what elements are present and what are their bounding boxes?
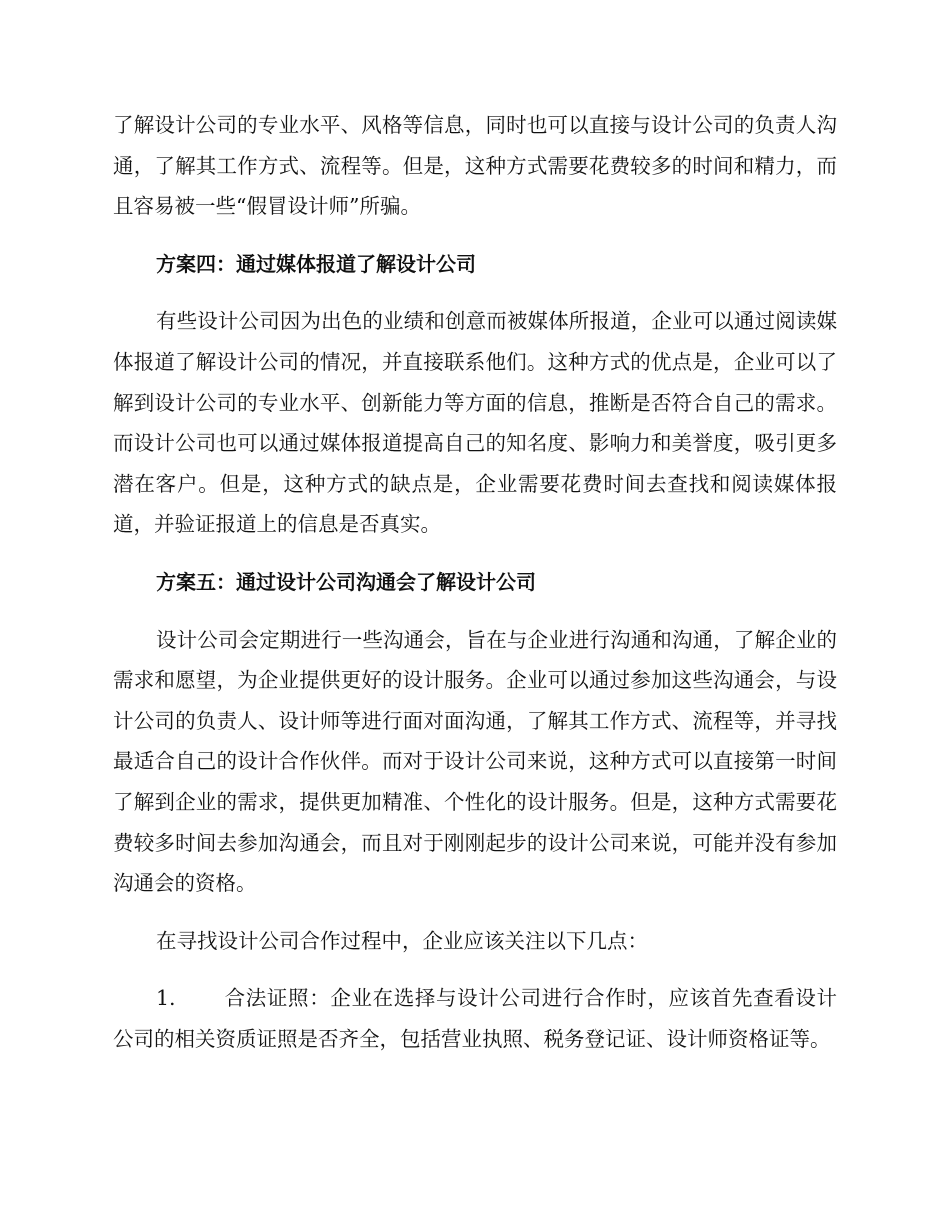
list-item-number: 1.: [156, 986, 176, 1011]
heading-plan-four: 方案四：通过媒体报道了解设计公司: [156, 251, 476, 276]
heading-plan-five: 方案五：通过设计公司沟通会了解设计公司: [156, 569, 536, 594]
document-body: [113, 105, 837, 1076]
list-item-1: [113, 978, 837, 1059]
paragraph-focus-points: 在寻找设计公司合作过程中，企业应该关注以下几点：: [156, 928, 648, 953]
paragraph-plan-five: 设计公司会定期进行一些沟通会，旨在与企业进行沟通和沟通，了解企业的需求和愿望，为企业提供更好的设计服务。企业可以通过参加这些沟通会，与设计公司的负责人、设计师等进行面对面沟通，了解其工作方式、流程等，并寻找最适合自己的设计合作伙伴。而对于设计公司来说，这种方式可以直接第一时间了解到企业的需求，提供更加精准、个性化的设计服务。但是，这种方式需要花费较多时间去参加沟通会，而且对于刚刚起步的设计公司来说，可能并没有参加沟通会的资格。: [113, 627, 837, 896]
paragraph-plan-four: 有些设计公司因为出色的业绩和创意而被媒体所报道，企业可以通过阅读媒体报道了解设计公司的情况，并直接联系他们。这种方式的优点是，企业可以了解到设计公司的专业水平、创新能力等方面的信息，推断是否符合自己的需求。而设计公司也可以通过媒体报道提高自己的知名度、影响力和美誉度，吸引更多潜在客户。但是，这种方式的缺点是，企业需要花费时间去查找和阅读媒体报道，并验证报道上的信息是否真实。: [113, 309, 837, 537]
paragraph-intro-continued: 了解设计公司的专业水平、风格等信息，同时也可以直接与设计公司的负责人沟通，了解其工作方式、流程等。但是，这种方式需要花费较多的时间和精力，而且容易被一些“假冒设计师”所骗。: [113, 113, 837, 219]
list-item-text: 合法证照：企业在选择与设计公司进行合作时，应该首先查看设计公司的相关资质证照是否齐全，包括营业执照、税务登记证、设计师资格证等。: [113, 986, 837, 1051]
